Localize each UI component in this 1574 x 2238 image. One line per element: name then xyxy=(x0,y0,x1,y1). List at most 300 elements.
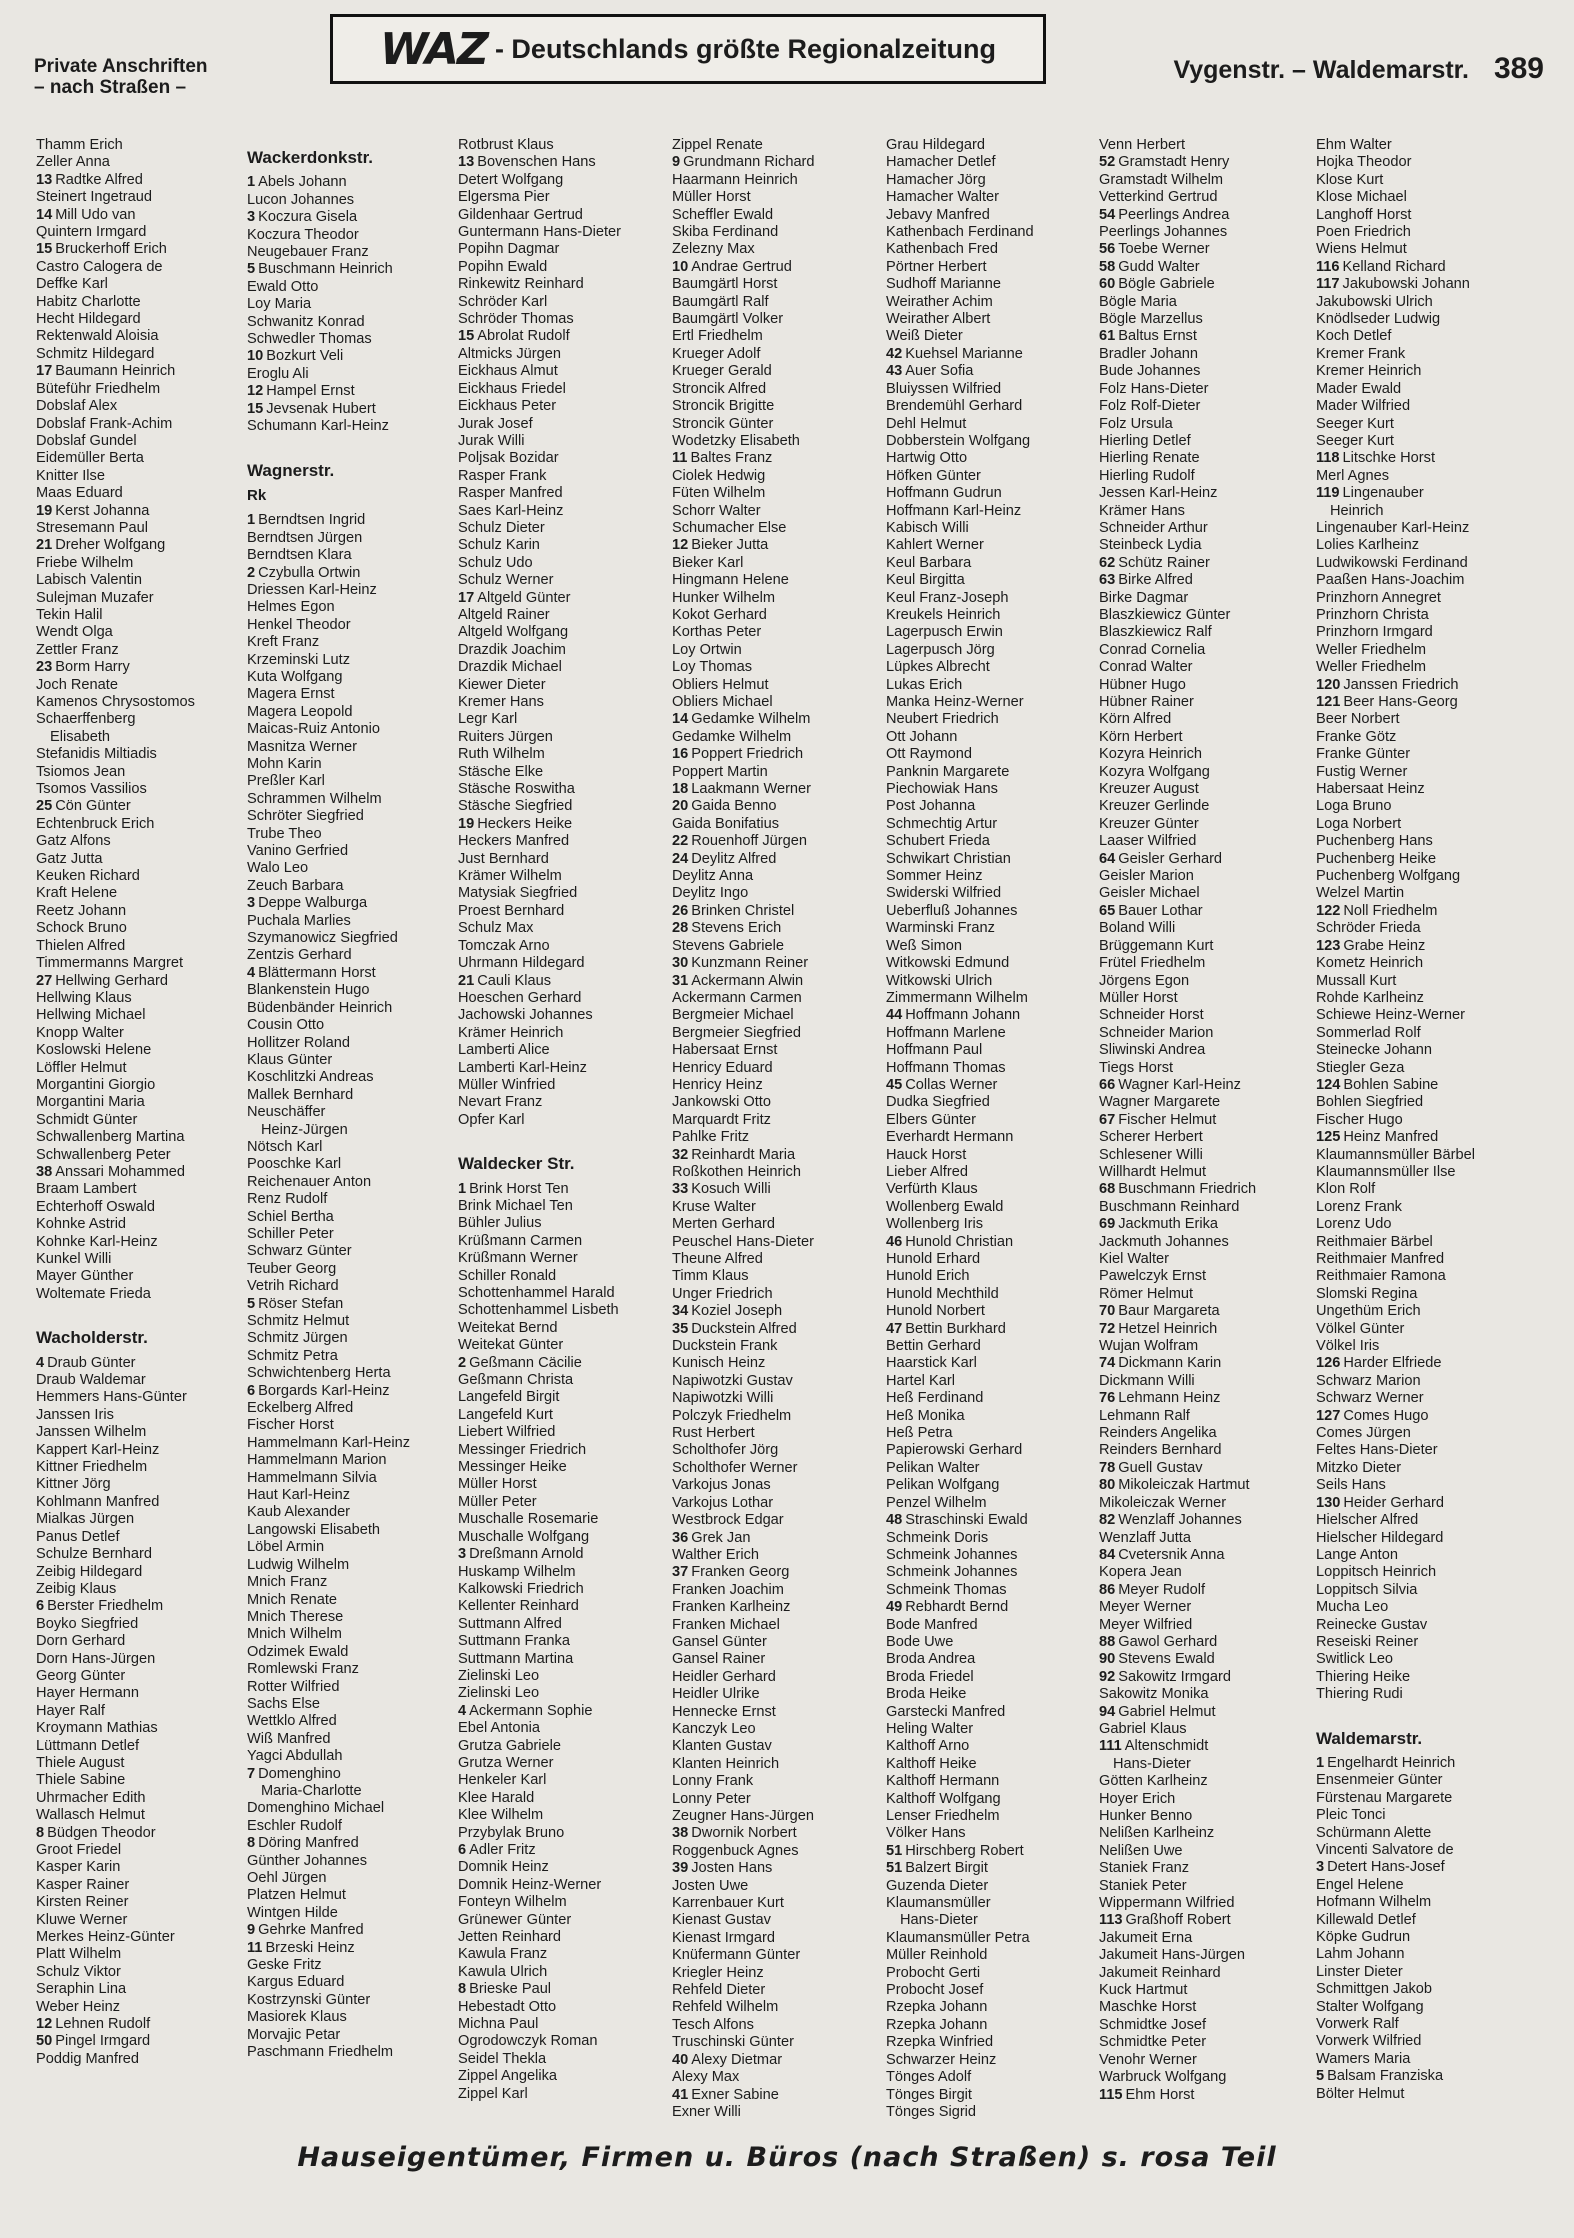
resident-name: Jevsenak Hubert xyxy=(266,400,376,417)
resident-name: Peerlings Johannes xyxy=(1099,224,1228,241)
resident-name: Kohnke Astrid xyxy=(36,1216,127,1233)
resident-entry xyxy=(247,530,459,547)
resident-entry xyxy=(247,1035,459,1052)
resident-name: Schwedler Thomas xyxy=(247,331,372,348)
resident-entry xyxy=(36,973,248,990)
resident-entry xyxy=(1316,1164,1528,1181)
resident-name: Höfken Günter xyxy=(886,467,981,484)
resident-entry xyxy=(247,669,459,686)
resident-entry xyxy=(247,1383,459,1400)
resident-entry xyxy=(36,677,248,694)
resident-name: Ott Raymond xyxy=(886,746,972,763)
resident-name: Hartel Karl xyxy=(886,1372,955,1389)
resident-name: Scheffler Ewald xyxy=(672,206,774,223)
resident-name: Krueger Adolf xyxy=(672,345,761,362)
resident-entry-continuation xyxy=(1316,503,1528,520)
resident-entry xyxy=(36,938,248,955)
resident-name: Lamberti Karl-Heinz xyxy=(458,1059,587,1076)
resident-name: Conrad Cornelia xyxy=(1099,641,1206,658)
resident-name: Paschmann Friedhelm xyxy=(247,2044,394,2061)
resident-name: Geisler Michael xyxy=(1099,885,1200,902)
resident-name: Reinhardt Maria xyxy=(691,1146,796,1163)
resident-name: Grabe Heinz xyxy=(1343,937,1426,954)
resident-entry xyxy=(36,1546,248,1563)
resident-entry xyxy=(1099,1355,1311,1372)
resident-name: Duckstein Alfred xyxy=(691,1320,797,1337)
resident-name: Poppert Friedrich xyxy=(691,746,804,763)
resident-entry xyxy=(886,1234,1098,1251)
resident-entry xyxy=(1316,2051,1528,2068)
resident-name: Blaszkiewicz Günter xyxy=(1099,606,1231,623)
resident-name: Klee Harald xyxy=(458,1789,535,1806)
resident-entry xyxy=(886,868,1098,885)
resident-entry xyxy=(247,1800,459,1817)
resident-name: Kuck Hartmut xyxy=(1099,1982,1188,1999)
resident-name: Hamacher Detlef xyxy=(886,154,996,171)
resident-name: Körn Herbert xyxy=(1099,728,1183,745)
resident-entry xyxy=(1316,1442,1528,1459)
resident-entry xyxy=(672,659,884,676)
resident-name: Bettin Burkhard xyxy=(905,1320,1006,1337)
resident-entry xyxy=(886,920,1098,937)
resident-name: Gawol Gerhard xyxy=(1118,1633,1218,1650)
house-number: 119 xyxy=(1316,485,1340,502)
resident-name: Schneider Arthur xyxy=(1099,519,1208,536)
house-number: 67 xyxy=(1099,1111,1116,1128)
resident-name: Ott Johann xyxy=(886,728,958,745)
resident-name: Meyer Rudolf xyxy=(1118,1581,1206,1598)
resident-name: Franken Michael xyxy=(672,1616,780,1633)
house-number: 12 xyxy=(672,537,689,554)
resident-entry xyxy=(1099,311,1311,328)
resident-name: Dobslaf Gundel xyxy=(36,432,137,449)
footer-note: Hauseigentümer, Firmen u. Büros (nach Straßen) s. rosa Teil xyxy=(297,2142,1277,2173)
resident-name: Elbers Günter xyxy=(886,1111,977,1128)
resident-entry xyxy=(36,1459,248,1476)
resident-entry xyxy=(247,634,459,651)
resident-name: Gansel Günter xyxy=(672,1633,767,1650)
resident-entry xyxy=(672,1112,884,1129)
resident-name: Nötsch Karl xyxy=(247,1138,323,1155)
resident-entry xyxy=(1316,816,1528,833)
resident-entry xyxy=(672,746,884,763)
resident-name: Sommerlad Rolf xyxy=(1316,1024,1421,1041)
resident-entry xyxy=(36,1859,248,1876)
resident-name: Dobslaf Frank-Achim xyxy=(36,415,173,432)
resident-entry xyxy=(1099,1965,1311,1982)
resident-entry xyxy=(36,1651,248,1668)
resident-name: Klaumansmüller Petra xyxy=(886,1929,1030,1946)
resident-name: Heinz-Jürgen xyxy=(261,1121,348,1138)
resident-entry xyxy=(672,1355,884,1372)
resident-name: Conrad Walter xyxy=(1099,659,1193,676)
resident-entry xyxy=(672,1147,884,1164)
resident-entry xyxy=(1099,520,1311,537)
resident-entry xyxy=(458,1476,670,1493)
resident-entry xyxy=(247,756,459,773)
resident-entry xyxy=(886,1286,1098,1303)
resident-name: Wippermann Wilfried xyxy=(1099,1895,1235,1912)
resident-name: Kriegler Heinz xyxy=(672,1964,764,1981)
resident-name: Kalthoff Wolfgang xyxy=(886,1790,1001,1807)
resident-name: Lehnen Rudolf xyxy=(55,2016,151,2033)
resident-entry xyxy=(1316,294,1528,311)
resident-name: Reinecke Gustav xyxy=(1316,1616,1428,1633)
resident-name: Huskamp Wilhelm xyxy=(458,1563,576,1580)
resident-name: Witkowski Edmund xyxy=(886,955,1010,972)
resident-entry xyxy=(672,311,884,328)
resident-entry xyxy=(36,1476,248,1493)
resident-entry xyxy=(1316,363,1528,380)
house-number: 92 xyxy=(1099,1668,1116,1685)
resident-name: Korthas Peter xyxy=(672,624,762,641)
resident-name: Thiering Rudi xyxy=(1316,1686,1403,1703)
resident-name: Kostrzynski Günter xyxy=(247,1991,371,2008)
resident-name: Rebhardt Bernd xyxy=(905,1599,1009,1616)
resident-entry xyxy=(886,154,1098,171)
resident-name: Fustig Werner xyxy=(1316,763,1408,780)
house-number: 52 xyxy=(1099,154,1116,171)
resident-name: Franken Georg xyxy=(691,1564,790,1581)
resident-name: Janssen Friedrich xyxy=(1343,676,1459,693)
resident-name: Bauer Lothar xyxy=(1118,902,1203,919)
resident-entry xyxy=(886,1547,1098,1564)
resident-name: Langowski Elisabeth xyxy=(247,1521,381,1538)
resident-entry xyxy=(672,1042,884,1059)
resident-name: Gabriel Helmut xyxy=(1118,1703,1216,1720)
resident-name: Scholthofer Werner xyxy=(672,1459,798,1476)
resident-name: Neugebauer Franz xyxy=(247,244,369,261)
resident-entry xyxy=(886,1791,1098,1808)
resident-entry xyxy=(886,311,1098,328)
resident-entry xyxy=(458,1564,670,1581)
resident-entry xyxy=(672,973,884,990)
resident-name: Klanten Heinrich xyxy=(672,1755,780,1772)
resident-entry xyxy=(458,294,670,311)
resident-entry xyxy=(458,903,670,920)
resident-name: Boyko Siegfried xyxy=(36,1615,139,1632)
resident-entry xyxy=(886,259,1098,276)
resident-name: Schlesener Willi xyxy=(1099,1146,1203,1163)
resident-entry xyxy=(886,1442,1098,1459)
resident-name: Bögle Maria xyxy=(1099,293,1177,310)
resident-entry xyxy=(1099,1808,1311,1825)
resident-entry xyxy=(1316,1460,1528,1477)
resident-name: Kraft Helene xyxy=(36,885,118,902)
resident-entry xyxy=(36,1633,248,1650)
resident-name: Koczura Theodor xyxy=(247,226,359,243)
resident-entry xyxy=(1099,1268,1311,1285)
house-number: 31 xyxy=(672,972,689,989)
resident-name: Geisler Gerhard xyxy=(1118,850,1223,867)
resident-name: Tiegs Horst xyxy=(1099,1059,1174,1076)
resident-name: Dwornik Norbert xyxy=(691,1825,797,1842)
resident-entry xyxy=(1316,642,1528,659)
resident-entry xyxy=(886,1077,1098,1094)
resident-entry xyxy=(1099,189,1311,206)
resident-name: Hunold Erhard xyxy=(886,1251,981,1267)
resident-entry xyxy=(886,1930,1098,1947)
resident-name: Straschinski Ewald xyxy=(905,1512,1028,1529)
resident-name: Schwarz Werner xyxy=(1316,1390,1424,1407)
resident-entry xyxy=(886,833,1098,850)
resident-entry xyxy=(247,1226,459,1243)
resident-entry xyxy=(36,1668,248,1685)
resident-name: Prinzhorn Irmgard xyxy=(1316,624,1433,641)
resident-entry xyxy=(247,1940,459,1957)
resident-entry xyxy=(36,694,248,711)
resident-entry xyxy=(247,652,459,669)
resident-name: Harder Elfriede xyxy=(1343,1355,1442,1372)
resident-name: Hennecke Ernst xyxy=(672,1703,776,1720)
resident-entry xyxy=(458,1720,670,1737)
resident-entry xyxy=(247,826,459,843)
resident-name: Schrammen Wilhelm xyxy=(247,790,382,807)
resident-entry xyxy=(1316,1530,1528,1547)
resident-entry xyxy=(458,1268,670,1285)
resident-name: Nevart Franz xyxy=(458,1094,543,1111)
resident-entry xyxy=(247,279,459,296)
resident-entry xyxy=(458,1320,670,1337)
resident-name: Stäsche Elke xyxy=(458,763,544,780)
resident-name: Wagner Karl-Heinz xyxy=(1118,1076,1241,1093)
resident-name: Magera Leopold xyxy=(247,703,353,720)
resident-name: Deffke Karl xyxy=(36,276,108,293)
resident-entry xyxy=(458,1546,670,1563)
resident-entry xyxy=(1316,1964,1528,1981)
resident-name: Stäsche Roswitha xyxy=(458,781,575,798)
resident-name: Tesch Alfons xyxy=(672,2016,754,2033)
house-number: 14 xyxy=(36,206,53,223)
resident-name: Hunold Christian xyxy=(905,1233,1014,1250)
house-number: 19 xyxy=(36,502,53,519)
resident-entry xyxy=(458,398,670,415)
resident-name: Witkowski Ulrich xyxy=(886,972,993,989)
resident-name: Kathenbach Fred xyxy=(886,241,998,258)
resident-name: Schulz Viktor xyxy=(36,1963,121,1980)
house-number: 60 xyxy=(1099,276,1116,293)
resident-entry xyxy=(1099,1477,1311,1494)
resident-entry xyxy=(458,694,670,711)
resident-entry xyxy=(1099,294,1311,311)
resident-name: Alexy Dietmar xyxy=(691,2051,783,2068)
resident-name: Zeibig Klaus xyxy=(36,1580,117,1597)
house-number: 15 xyxy=(458,328,475,345)
resident-entry xyxy=(1316,137,1528,154)
resident-entry xyxy=(886,2104,1098,2121)
resident-name: Loy Thomas xyxy=(672,659,753,676)
resident-name: Balsam Franziska xyxy=(1327,2068,1444,2085)
resident-entry xyxy=(672,1634,884,1651)
resident-name: Walo Leo xyxy=(247,860,309,877)
resident-name: Reseiski Reiner xyxy=(1316,1633,1419,1650)
resident-name: Liebert Wilfried xyxy=(458,1424,556,1441)
resident-name: Borm Harry xyxy=(55,659,130,676)
house-number: 47 xyxy=(886,1320,903,1337)
resident-name: Suttmann Martina xyxy=(458,1650,574,1667)
resident-name: Seils Hans xyxy=(1316,1477,1386,1494)
resident-entry xyxy=(886,503,1098,520)
resident-name: Grau Hildegard xyxy=(886,137,985,153)
resident-entry xyxy=(458,746,670,763)
resident-name: Heidler Ulrike xyxy=(672,1686,760,1703)
resident-entry xyxy=(1316,1825,1528,1842)
house-number: 69 xyxy=(1099,1216,1116,1233)
resident-entry xyxy=(458,729,670,746)
resident-name: Mader Wilfried xyxy=(1316,398,1411,415)
resident-name: Elisabeth xyxy=(50,728,111,745)
resident-name: Lukas Erich xyxy=(886,676,963,693)
resident-name: Schmitz Petra xyxy=(247,1347,338,1364)
resident-entry xyxy=(1316,276,1528,293)
resident-name: Echterhoff Oswald xyxy=(36,1198,155,1215)
resident-entry xyxy=(36,259,248,276)
resident-entry xyxy=(672,328,884,345)
resident-name: Hampel Ernst xyxy=(266,383,355,400)
resident-name: Jurak Willi xyxy=(458,432,525,449)
resident-name: Weller Friedhelm xyxy=(1316,659,1427,676)
resident-name: Mallek Bernhard xyxy=(247,1086,354,1103)
resident-name: Dorn Hans-Jürgen xyxy=(36,1650,156,1667)
resident-entry xyxy=(36,555,248,572)
house-number: 88 xyxy=(1099,1633,1116,1650)
resident-entry xyxy=(672,1965,884,1982)
resident-name: Thiering Heike xyxy=(1316,1668,1411,1685)
house-number: 20 xyxy=(672,798,689,815)
resident-name: Wamers Maria xyxy=(1316,2050,1411,2067)
resident-name: Weber Heinz xyxy=(36,1998,121,2015)
house-number: 21 xyxy=(458,972,475,989)
resident-entry xyxy=(1099,154,1311,171)
resident-entry xyxy=(672,729,884,746)
resident-name: Paaßen Hans-Joachim xyxy=(1316,572,1465,589)
resident-name: Schorr Walter xyxy=(672,502,761,519)
resident-name: Puchala Marlies xyxy=(247,912,351,929)
resident-name: Obliers Michael xyxy=(672,694,773,710)
resident-entry xyxy=(1099,1060,1311,1077)
resident-entry xyxy=(672,1460,884,1477)
resident-name: Kroymann Mathias xyxy=(36,1720,158,1737)
resident-name: Lehmann Heinz xyxy=(1118,1390,1221,1407)
resident-name: Bovenschen Hans xyxy=(477,154,596,171)
resident-entry xyxy=(247,1330,459,1347)
resident-name: Detert Wolfgang xyxy=(458,171,564,188)
resident-entry xyxy=(672,1756,884,1773)
resident-entry xyxy=(1316,1007,1528,1024)
resident-entry xyxy=(458,1842,670,1859)
house-number: 51 xyxy=(886,1842,903,1859)
resident-entry xyxy=(886,1965,1098,1982)
resident-entry xyxy=(886,1390,1098,1407)
resident-entry xyxy=(1316,903,1528,920)
house-number: 72 xyxy=(1099,1320,1116,1337)
resident-entry xyxy=(1099,1303,1311,1320)
resident-name: Sommer Heinz xyxy=(886,868,983,885)
resident-entry xyxy=(886,468,1098,485)
resident-entry xyxy=(458,764,670,781)
resident-name: Langefeld Birgit xyxy=(458,1389,560,1406)
resident-name: Hunold Norbert xyxy=(886,1303,985,1320)
resident-entry xyxy=(672,1199,884,1216)
resident-entry xyxy=(36,955,248,972)
resident-name: Hojka Theodor xyxy=(1316,154,1412,171)
resident-name: Preßler Karl xyxy=(247,773,325,790)
resident-entry xyxy=(247,1435,459,1452)
resident-name: Schottenhammel Harald xyxy=(458,1285,615,1301)
resident-name: Vanino Gerfried xyxy=(247,843,349,860)
resident-entry xyxy=(247,314,459,331)
resident-name: Karrenbauer Kurt xyxy=(672,1895,784,1912)
house-number: 115 xyxy=(1099,2086,1123,2103)
resident-name: Suttmann Alfred xyxy=(458,1615,562,1632)
resident-name: Koch Detlef xyxy=(1316,328,1392,345)
resident-name: Grünewег Günter xyxy=(458,1911,572,1928)
resident-entry xyxy=(672,2069,884,2086)
resident-entry xyxy=(1316,1669,1528,1686)
resident-name: Müller Horst xyxy=(458,1476,537,1493)
resident-name: Papierowski Gerhard xyxy=(886,1442,1023,1459)
resident-name: Reinders Angelika xyxy=(1099,1425,1217,1442)
resident-name: Jackmuth Erika xyxy=(1118,1216,1218,1233)
resident-name: Altenschmidt xyxy=(1124,1738,1209,1755)
resident-entry-continuation xyxy=(36,729,248,746)
resident-entry xyxy=(672,1617,884,1634)
resident-entry xyxy=(36,1877,248,1894)
resident-entry xyxy=(1099,537,1311,554)
house-number: 9 xyxy=(247,1922,256,1939)
resident-name: Stäsche Siegfried xyxy=(458,798,573,815)
resident-name: Ruth Wilhelm xyxy=(458,746,545,763)
resident-entry xyxy=(672,903,884,920)
resident-entry xyxy=(247,244,459,261)
resident-entry xyxy=(886,1042,1098,1059)
resident-entry xyxy=(36,1077,248,1094)
resident-entry xyxy=(458,1060,670,1077)
resident-entry xyxy=(458,1094,670,1111)
resident-entry xyxy=(672,624,884,641)
resident-name: Vincenti Salvatore de xyxy=(1316,1842,1454,1858)
resident-name: Theune Alfred xyxy=(672,1251,763,1267)
resident-name: Cauli Klaus xyxy=(477,972,552,989)
resident-entry xyxy=(1099,1112,1311,1129)
resident-name: Gedamke Wilhelm xyxy=(691,711,811,728)
house-number: 46 xyxy=(886,1233,903,1250)
resident-entry xyxy=(886,885,1098,902)
resident-name: Meyer Werner xyxy=(1099,1599,1192,1616)
resident-name: Pingel Irmgard xyxy=(55,2033,151,2050)
resident-name: Geisler Marion xyxy=(1099,868,1194,885)
resident-entry xyxy=(1316,1355,1528,1372)
resident-name: Obliers Helmut xyxy=(672,676,769,693)
resident-name: Rzepka Johann xyxy=(886,1999,988,2016)
resident-name: Wagner Margarete xyxy=(1099,1094,1221,1111)
resident-entry xyxy=(1099,1564,1311,1581)
resident-name: Wodetzky Elisabeth xyxy=(672,432,800,449)
resident-name: Hartwig Otto xyxy=(886,450,968,467)
resident-name: Franken Joachim xyxy=(672,1581,784,1598)
resident-name: Skiba Ferdinand xyxy=(672,224,779,241)
resident-name: Kluwe Werner xyxy=(36,1911,128,1928)
resident-entry xyxy=(886,973,1098,990)
resident-name: Eickhaus Friedel xyxy=(458,380,566,397)
resident-entry xyxy=(458,2086,670,2103)
resident-entry xyxy=(36,1164,248,1181)
resident-entry xyxy=(458,1494,670,1511)
resident-name: Hammelmann Marion xyxy=(247,1452,387,1469)
resident-name: Popihn Ewald xyxy=(458,258,548,275)
resident-name: Thiele August xyxy=(36,1754,125,1771)
resident-name: Jetten Reinhard xyxy=(458,1929,562,1946)
